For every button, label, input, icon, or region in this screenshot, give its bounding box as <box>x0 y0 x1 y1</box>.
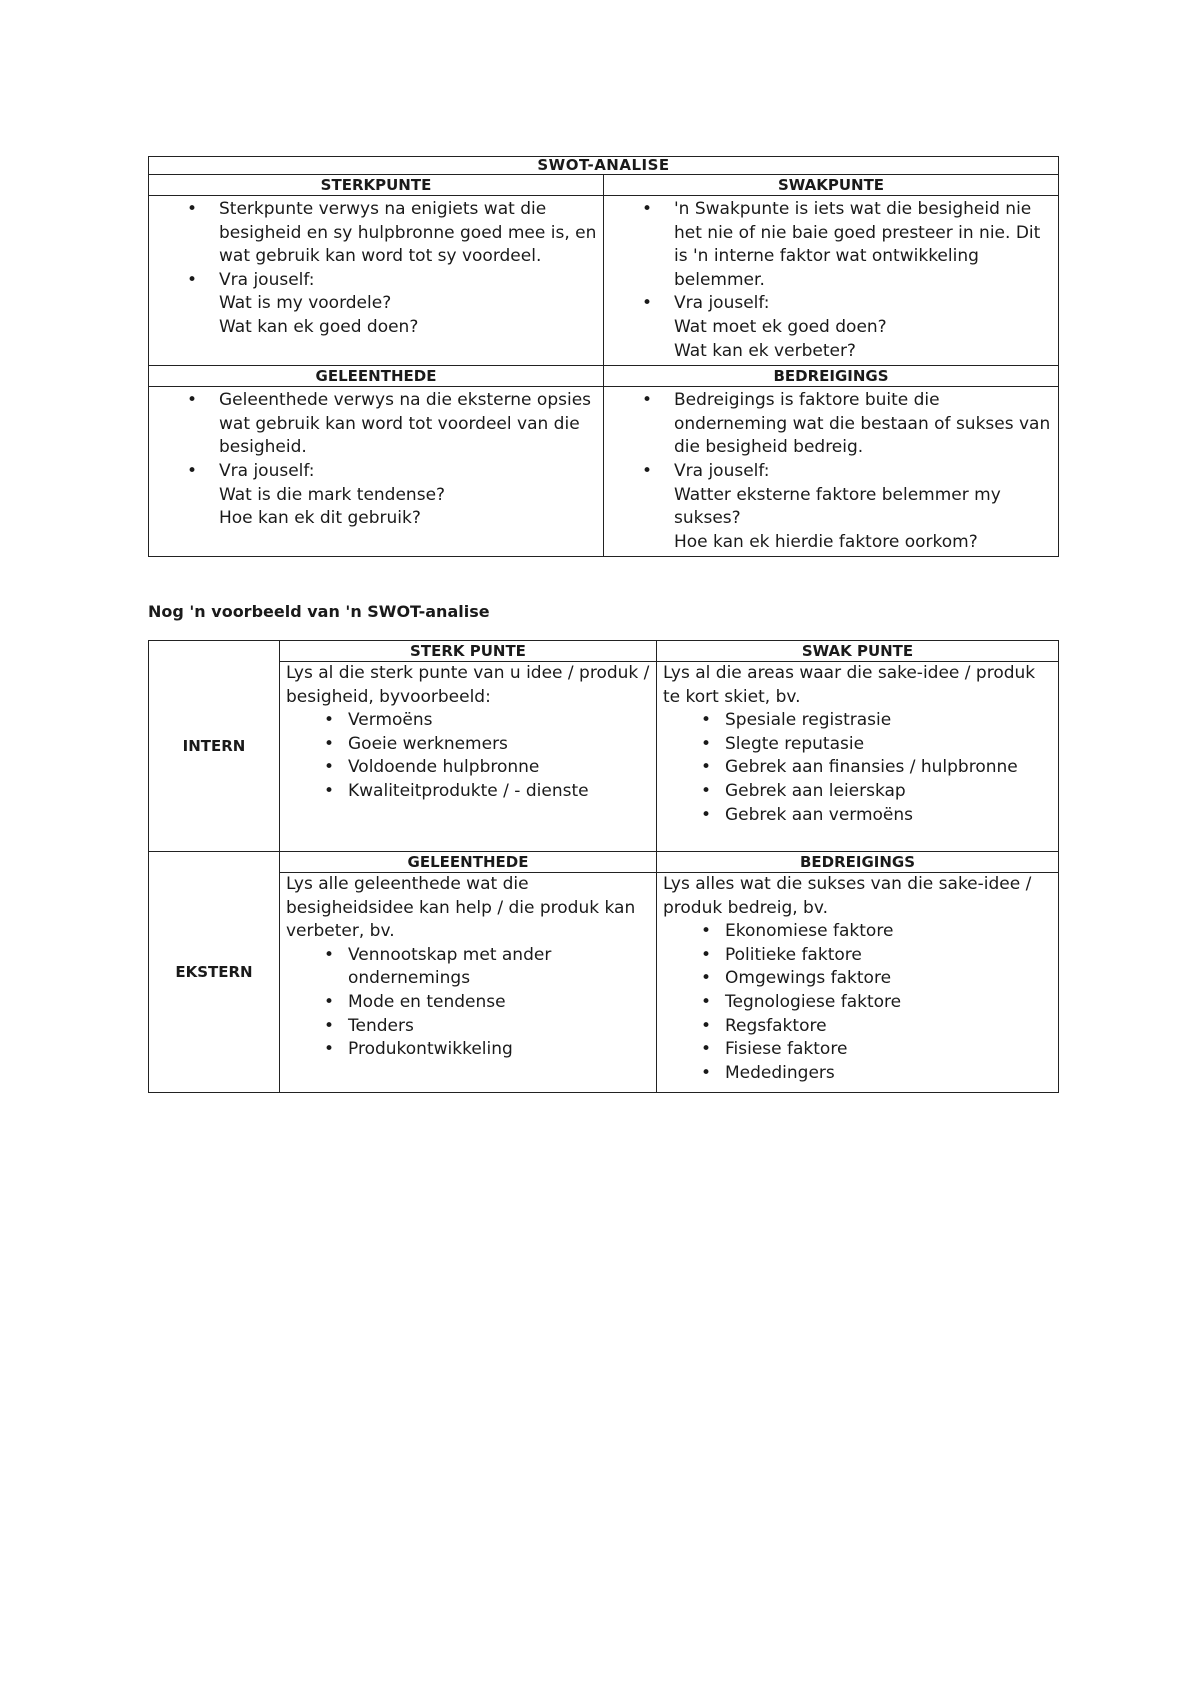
list-item: • Mededingers <box>657 1062 1058 1086</box>
example-opportunities-intro: Lys alle geleenthede wat die besigheidsidee kan help / die produk kan verbeter, bv. <box>286 874 636 942</box>
threats-question: Watter eksterne faktore belemmer my sukses? <box>674 484 1001 529</box>
list-item: • Ekonomiese faktore <box>657 920 1058 944</box>
example-threats-cell <box>657 873 1059 1093</box>
list-item: • Politieke faktore <box>657 944 1058 968</box>
weaknesses-header: SWAKPUNTE <box>604 175 1059 196</box>
opportunities-definition: • Geleenthede verwys na die eksterne opsies wat gebruik kan word tot voordeel van die besigheid. <box>155 389 599 460</box>
strengths-question: Wat is my voordele? <box>219 293 392 314</box>
list-item: • Slegte reputasie <box>657 733 1058 757</box>
list-item: • Voldoende hulpbronne <box>280 756 656 780</box>
threats-cell <box>604 387 1059 557</box>
weaknesses-cell <box>604 196 1059 366</box>
ask-yourself-label: Vra jouself: <box>219 269 315 290</box>
example-strengths-intro: Lys al die sterk punte van u idee / produk / besigheid, byvoorbeeld: <box>286 663 650 707</box>
list-item: • Vennootskap met ander ondernemings <box>280 944 656 991</box>
weaknesses-ask-yourself <box>610 292 1054 363</box>
example-opportunities-header: GELEENTHEDE <box>280 852 657 873</box>
opportunities-cell <box>149 387 604 557</box>
list-item: • Vermoëns <box>280 709 656 733</box>
weaknesses-definition: • 'n Swakpunte is iets wat die besigheid nie het nie of nie baie goed presteer in nie. Dit is 'n interne faktor wat ontwikkeling belemmer. <box>610 198 1054 292</box>
example-caption: Nog 'n voorbeeld van 'n SWOT-analise <box>148 602 490 621</box>
list-item: • Gebrek aan leierskap <box>657 780 1058 804</box>
list-item: • Goeie werknemers <box>280 733 656 757</box>
list-item: • Kwaliteitprodukte / - dienste <box>280 780 656 804</box>
list-item: • Gebrek aan finansies / hulpbronne <box>657 756 1058 780</box>
ekstern-label: EKSTERN <box>149 852 280 1093</box>
list-item: • Spesiale registrasie <box>657 709 1058 733</box>
ask-yourself-label: Vra jouself: <box>674 460 770 481</box>
example-weaknesses-header: SWAK PUNTE <box>657 641 1059 662</box>
swot-table <box>148 156 1059 557</box>
list-item: • Tegnologiese faktore <box>657 991 1058 1015</box>
example-threats-intro: Lys alles wat die sukses van die sake-idee / produk bedreig, bv. <box>663 874 1032 918</box>
strengths-ask-yourself <box>155 269 599 340</box>
list-item: • Gebrek aan vermoëns <box>657 804 1058 828</box>
swot-table-title: SWOT-ANALISE <box>149 157 1059 175</box>
list-item: • Regsfaktore <box>657 1015 1058 1039</box>
opportunities-question: Wat is die mark tendense? <box>219 484 446 505</box>
threats-definition: • Bedreigings is faktore buite die onderneming wat die bestaan of sukses van die besigheid bedreig. <box>610 389 1054 460</box>
list-item: • Omgewings faktore <box>657 967 1058 991</box>
strengths-question: Wat kan ek goed doen? <box>219 316 419 337</box>
example-weaknesses-intro: Lys al die areas waar die sake-idee / produk te kort skiet, bv. <box>663 663 1036 707</box>
intern-label: INTERN <box>149 641 280 852</box>
strengths-cell <box>149 196 604 366</box>
opportunities-ask-yourself <box>155 460 599 531</box>
example-strengths-cell <box>280 662 657 852</box>
opportunities-header: GELEENTHEDE <box>149 366 604 387</box>
list-item: • Produkontwikkeling <box>280 1038 656 1062</box>
threats-ask-yourself <box>610 460 1054 554</box>
list-item: • Tenders <box>280 1015 656 1039</box>
threats-header: BEDREIGINGS <box>604 366 1059 387</box>
example-strengths-header: STERK PUNTE <box>280 641 657 662</box>
ask-yourself-label: Vra jouself: <box>219 460 315 481</box>
opportunities-question: Hoe kan ek dit gebruik? <box>219 508 421 529</box>
swot-example-table <box>148 640 1059 1093</box>
example-weaknesses-cell <box>657 662 1059 852</box>
strengths-definition: • Sterkpunte verwys na enigiets wat die besigheid en sy hulpbronne goed mee is, en wat gebruik kan word tot sy voordeel. <box>155 198 599 269</box>
ask-yourself-label: Vra jouself: <box>674 293 770 314</box>
list-item: • Mode en tendense <box>280 991 656 1015</box>
example-threats-header: BEDREIGINGS <box>657 852 1059 873</box>
threats-question: Hoe kan ek hierdie faktore oorkom? <box>674 531 978 552</box>
example-opportunities-cell <box>280 873 657 1093</box>
strengths-header: STERKPUNTE <box>149 175 604 196</box>
list-item: • Fisiese faktore <box>657 1038 1058 1062</box>
weaknesses-question: Wat moet ek goed doen? <box>674 316 887 337</box>
weaknesses-question: Wat kan ek verbeter? <box>674 340 856 361</box>
